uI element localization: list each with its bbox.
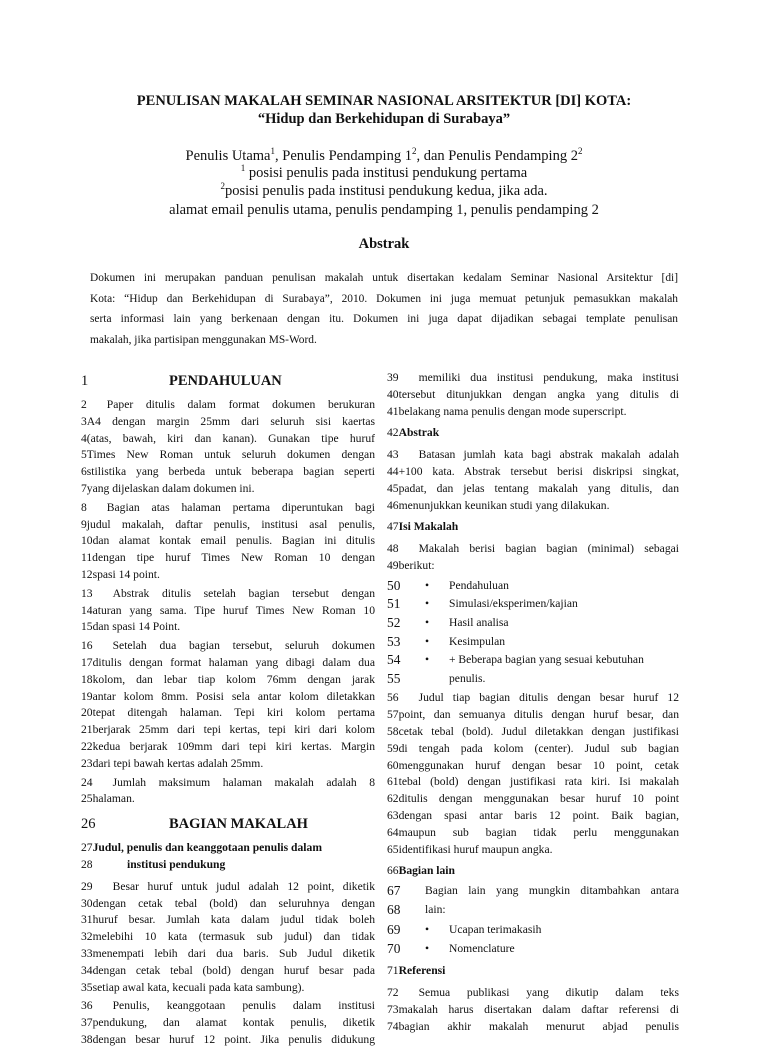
paragraph-line: [81, 567, 375, 584]
paragraph-line: [81, 1032, 375, 1049]
line-text: cetak tebal (bold). Judul diletakkan dengan justifikasi: [398, 724, 679, 738]
paragraph: [81, 879, 375, 997]
bullet-item: [387, 940, 679, 959]
bullet-text: Kesimpulan: [449, 634, 506, 648]
bullet-list: [387, 921, 679, 958]
line-number: 20: [81, 706, 93, 720]
paragraph-line: [81, 481, 375, 498]
line-text: memiliki dua institusi pendukung, maka institusi: [418, 371, 679, 384]
paragraph-line: [387, 370, 679, 387]
bullet-text: Hasil analisa: [449, 615, 509, 629]
line-text: Setelah dua bagian tersebut, seluruh dokumen: [112, 639, 375, 653]
line-number: 21: [81, 723, 93, 737]
paragraph-line: [387, 387, 679, 404]
line-text: tepat ditengah halaman. Tepi kiri kolom pertama: [92, 706, 375, 720]
paragraph: [81, 397, 375, 498]
line-number: 43: [387, 448, 399, 462]
line-number: 70: [387, 940, 401, 956]
line-number: 8: [81, 500, 87, 514]
line-text: Paper ditulis dalam format dokumen berukuran: [106, 398, 375, 411]
line-text: halaman.: [92, 792, 135, 806]
line-number: 16: [81, 639, 93, 653]
abstract-line: serta informasi lain yang berkenaan dengan itu. Dokumen ini juga dapat dijadikan sebagai template penulisan: [90, 313, 678, 326]
line-number: 30: [81, 896, 93, 910]
paragraph-line: [81, 619, 375, 636]
line-text: A4 dengan margin 25mm dari seluruh sisi kaertas: [86, 414, 375, 428]
line-text: dengan cetak tebal (bold) dengan huruf besar pada: [92, 963, 375, 977]
paragraph-line: [81, 912, 375, 929]
paragraph-line: [81, 464, 375, 481]
line-number: 13: [81, 586, 93, 600]
line-number: 52: [387, 614, 401, 630]
paragraph-line: [81, 672, 375, 689]
subheading-judul-cont: 28 institusi pendukung: [81, 857, 226, 871]
line-text: Judul tiap bagian ditulis dengan besar huruf 12: [418, 691, 679, 705]
line-number: 40: [387, 387, 399, 401]
paragraph: [387, 447, 679, 514]
line-number: 18: [81, 672, 93, 686]
paragraph-line: [387, 707, 679, 724]
line-number: 12: [81, 567, 93, 581]
line-text: Times New Roman untuk seluruh dokumen dengan: [86, 448, 375, 462]
line-number: 65: [387, 842, 399, 856]
line-number: 29: [81, 879, 93, 893]
bullet-text: Pendahuluan: [449, 578, 509, 592]
line-text: antar kolom 8mm. Posisi sela antar kolom diletakkan: [92, 689, 375, 703]
paragraph-line: [81, 980, 375, 997]
bullet-icon: •: [425, 634, 430, 648]
subheading-bagian-lain: 66 Bagian lain: [387, 864, 455, 878]
line-text: melebihi 10 kata (termasuk sub judul) dan tidak: [92, 930, 375, 944]
paragraph-line: 67 Bagian lain yang mungkin ditambahkan antara: [387, 883, 679, 899]
paragraph-line: [81, 722, 375, 739]
bullet-icon: •: [425, 578, 430, 592]
line-text: tebal (bold) dengan justifikasi rata kiri. Isi makalah: [398, 775, 679, 789]
bullet-item: [387, 633, 679, 652]
line-text: setiap awal kata, kecuali pada kata sambung).: [92, 980, 305, 994]
line-number: 58: [387, 724, 399, 738]
line-number: 15: [81, 620, 93, 634]
line-number: 14: [81, 603, 93, 617]
paragraph-line: [81, 998, 375, 1015]
subheading-isi-makalah: 47 Isi Makalah: [387, 520, 459, 534]
paragraph-line: [81, 946, 375, 963]
paragraph-line: [81, 896, 375, 913]
line-text: bagian akhir makalah menurut abjad penulis: [398, 1019, 679, 1033]
paragraph-line: [81, 586, 375, 603]
line-number: 62: [387, 792, 399, 806]
line-number: 61: [387, 775, 399, 789]
bullet-icon: •: [425, 653, 430, 667]
line-number: 25: [81, 792, 93, 806]
abstract-line: makalah, jika partisipan menggunakan MS-Word.: [90, 333, 317, 346]
line-text: Jumlah maksimum halaman makalah adalah 8: [112, 775, 375, 789]
paragraph-line: [81, 603, 375, 620]
abstract-line: Dokumen ini merupakan panduan penulisan makalah untuk disertakan kedalam Seminar Nasional Arsitektur [di]: [90, 272, 678, 284]
affiliation-1: $^1$ posisi penulis pada institusi pendukung pertama: [240, 163, 528, 181]
line-text: menempati lebih dari dua baris. Sub Judul diketik: [92, 946, 375, 960]
paragraph: [387, 541, 679, 575]
line-number: 69: [387, 922, 401, 938]
paragraph-line: [387, 558, 679, 575]
line-text: di tengah pada kolom (center). Judul sub bagian: [398, 741, 679, 755]
bullet-list: [387, 577, 679, 670]
paragraph-line: [81, 517, 375, 534]
paragraph-line: [81, 1015, 375, 1032]
line-number: 35: [81, 980, 93, 994]
affiliation-2: $^2$posisi penulis pada institusi pendukung kedua, jika ada.: [220, 181, 548, 199]
line-text: padat, dan jelas tentang makalah yang ditulis, dan: [398, 481, 679, 495]
paragraph-line: [81, 791, 375, 808]
line-text: Besar huruf untuk judul adalah 12 point, diketik: [112, 879, 375, 893]
paragraph-line: [81, 500, 375, 517]
line-text: stilistika yang berbeda untuk beberapa bagian seperti: [86, 465, 375, 479]
line-number: 37: [81, 1016, 93, 1030]
line-number: 4: [81, 431, 87, 445]
line-text: dan spasi 14 Point.: [92, 620, 181, 634]
line-number: 34: [81, 963, 93, 977]
paragraph-line: [387, 842, 679, 859]
paragraph-line: [387, 481, 679, 498]
subheading-judul: 27 Judul, penulis dan keanggotaan penulis dalam: [81, 841, 322, 855]
line-text: Abstrak ditulis setelah bagian tersebut dengan: [112, 586, 375, 600]
paragraph-line: [387, 808, 679, 825]
line-text: yang dijelaskan dalam dokumen ini.: [86, 481, 255, 495]
paragraph-line: [81, 431, 375, 448]
line-number: 9: [81, 517, 87, 531]
line-text: spasi 14 point.: [92, 567, 160, 581]
bullet-icon: •: [425, 615, 430, 629]
paragraph-line: [387, 447, 679, 464]
subheading-abstrak: 42 Abstrak: [387, 426, 440, 440]
line-number: 19: [81, 689, 93, 703]
paragraph: [81, 500, 375, 584]
paragraph-line: [387, 1019, 679, 1036]
paragraph: [387, 370, 679, 420]
line-text: +100 kata. Abstrak tersebut berisi diskripsi singkat,: [398, 464, 679, 478]
paragraph-line: [387, 791, 679, 808]
paragraph-line: [81, 705, 375, 722]
left-column: [81, 370, 375, 1049]
line-number: 41: [387, 404, 399, 418]
line-number: 72: [387, 986, 399, 1000]
line-number: 60: [387, 758, 399, 772]
line-text: belakang nama penulis dengan mode superscript.: [398, 404, 627, 418]
paper-title: PENULISAN MAKALAH SEMINAR NASIONAL ARSITEKTUR [DI] KOTA:: [136, 93, 632, 109]
line-text: pendukung, dan alamat kontak penulis, diketik: [92, 1016, 375, 1030]
line-number: 11: [81, 551, 93, 565]
paragraph-line: [387, 498, 679, 515]
author-line: Penulis Utama$^1$, Penulis Pendamping $1^2$, dan Penulis Pendamping $2^2$: [185, 146, 583, 164]
paragraph: [81, 586, 375, 636]
paragraph-line: [81, 775, 375, 792]
paper-subtitle: “Hidup dan Berkehidupan di Surabaya”: [257, 111, 511, 127]
line-number: 2: [81, 398, 87, 411]
line-number: 44: [387, 464, 399, 478]
line-number: 63: [387, 808, 399, 822]
paragraph-line: [81, 533, 375, 550]
line-text: huruf besar. Jumlah kata dalam judul tidak boleh: [92, 913, 375, 927]
bullet-item: [387, 921, 679, 940]
abstract-heading: Abstrak: [358, 236, 410, 252]
paragraph-line: [81, 689, 375, 706]
paragraph-line: [81, 397, 375, 414]
line-text: maupun sub bagian tidak perlu menggunakan: [398, 825, 679, 839]
paragraph-line: [81, 414, 375, 431]
line-text: judul makalah, daftar penulis, institusi asal penulis,: [86, 517, 375, 531]
line-number: 53: [387, 633, 401, 649]
line-text: dengan tipe huruf Times New Roman 10 dengan: [92, 551, 375, 565]
line-number: 46: [387, 498, 399, 512]
paragraph-line: [81, 963, 375, 980]
paragraph-line: [81, 879, 375, 896]
line-text: berjarak 25mm dari tepi kertas, tepi kiri dari kolom: [92, 723, 375, 737]
line-number: 74: [387, 1019, 399, 1033]
paragraph-line: [387, 724, 679, 741]
line-text: makalah harus disertakan dalam daftar referensi di: [398, 1003, 679, 1017]
line-number: 36: [81, 999, 93, 1013]
paragraph: [81, 998, 375, 1048]
paragraph-line: [387, 825, 679, 842]
line-number: 64: [387, 825, 399, 839]
bullet-text: Ucapan terimakasih: [449, 923, 542, 937]
line-number: 45: [387, 481, 399, 495]
line-text: dengan besar huruf 12 point. Jika penulis didukung: [92, 1032, 375, 1046]
paragraph-line: [81, 655, 375, 672]
paragraph: [81, 775, 375, 809]
paragraph-line: [387, 404, 679, 421]
paragraph: [387, 985, 679, 1035]
line-number: 32: [81, 930, 93, 944]
paragraph-line: [387, 1002, 679, 1019]
paragraph-line: [81, 550, 375, 567]
line-number: 23: [81, 756, 93, 770]
section-heading-pendahuluan: 1 PENDAHULUAN: [81, 373, 282, 389]
line-text: Makalah berisi bagian bagian (minimal) sebagai: [418, 542, 679, 556]
line-text: ditulis dengan menggunakan besar huruf 10 point: [398, 792, 679, 806]
bullet-text: + Beberapa bagian yang sesuai kebutuhan: [449, 653, 644, 667]
right-column: [387, 370, 679, 1036]
paragraph: [387, 690, 679, 858]
line-text: ditulis dengan format halaman yang dibagi dalam dua: [92, 655, 375, 669]
bullet-item: [387, 651, 679, 670]
line-number: 22: [81, 739, 93, 753]
line-number: 7: [81, 481, 87, 495]
paragraph-line: [387, 774, 679, 791]
line-number: 51: [387, 596, 401, 612]
line-text: dengan cetak tebal (bold) dan seluruhnya dengan: [92, 896, 375, 910]
line-text: Batasan jumlah kata bagi abstrak makalah adalah: [418, 448, 679, 462]
paragraph-line: [387, 541, 679, 558]
line-text: point, dan semuanya ditulis dengan huruf besar, dan: [398, 708, 679, 722]
line-text: menggunakan huruf dengan besar 10 point, cetak: [398, 758, 679, 772]
line-number: 38: [81, 1032, 93, 1046]
line-text: tersebut ditunjukkan dengan angka yang ditulis di: [398, 387, 679, 401]
paragraph-line: [387, 985, 679, 1002]
line-number: 54: [387, 652, 401, 668]
email-line: alamat email penulis utama, penulis pendamping 1, penulis pendamping 2: [169, 202, 599, 218]
line-number: 39: [387, 371, 399, 384]
line-number: 24: [81, 775, 93, 789]
line-number: 6: [81, 465, 87, 479]
line-text: kolom, dan lebar tiap kolom 76mm dengan jarak: [92, 672, 375, 686]
paragraph-line: [81, 447, 375, 464]
section-heading-bagian-makalah: 26 BAGIAN MAKALAH: [81, 816, 308, 833]
bullet-item: [387, 595, 679, 614]
line-text: berikut:: [398, 558, 435, 572]
paragraph-line: [81, 929, 375, 946]
bullet-icon: •: [425, 923, 430, 937]
line-number: 31: [81, 913, 93, 927]
paragraph-line: 68 lain:: [387, 901, 446, 917]
line-text: Bagian atas halaman pertama diperuntukan bagi: [106, 500, 375, 514]
line-number: 73: [387, 1003, 399, 1017]
line-text: dari tepi bawah kertas adalah 25mm.: [92, 756, 264, 770]
line-text: Penulis, keanggotaan penulis dalam institusi: [112, 999, 375, 1013]
line-number: 5: [81, 448, 87, 462]
bullet-item: [387, 614, 679, 633]
paragraph-line: [81, 756, 375, 773]
bullet-text: Nomenclature: [449, 941, 515, 955]
line-text: dengan spasi antar baris 12 point. Baik bagian,: [398, 808, 679, 822]
line-number: 10: [81, 534, 93, 548]
bullet-item: [387, 577, 679, 596]
line-text: dan alamat kontak email penulis. Bagian ini ditulis: [92, 534, 375, 548]
subheading-referensi: 71 Referensi: [387, 964, 446, 978]
abstract-text: [90, 268, 678, 350]
line-number: 3: [81, 414, 87, 428]
paragraph-line: [81, 638, 375, 655]
line-number: 57: [387, 708, 399, 722]
line-number: 49: [387, 558, 399, 572]
abstract-line: Kota: “Hidup dan Berkehidupan di Surabaya”, 2010. Dokumen ini juga memuat petunjuk pemasukkan makalah: [90, 292, 678, 305]
paragraph-line: [387, 464, 679, 481]
line-number: 48: [387, 542, 399, 556]
bullet-icon: •: [425, 941, 430, 955]
paragraph-line: [387, 690, 679, 707]
line-number: 33: [81, 946, 93, 960]
line-number: 56: [387, 691, 399, 705]
paragraph-line: [387, 758, 679, 775]
bullet-icon: •: [425, 597, 430, 611]
bullet-text: Simulasi/eksperimen/kajian: [449, 597, 578, 611]
line-text: identifikasi huruf maupun angka.: [398, 842, 553, 856]
line-text: (atas, bawah, kiri dan kanan). Gunakan tipe huruf: [86, 431, 375, 445]
line-text: aturan yang sama. Tipe huruf Times New Roman 10: [92, 603, 375, 617]
line-number: 50: [387, 577, 401, 593]
line-text: Semua publikasi yang dikutip dalam teks: [418, 986, 679, 1000]
line-text: kedua berjarak 109mm dari tepi kiri kertas. Margin: [92, 739, 375, 753]
paragraph-line: [387, 741, 679, 758]
bullet-continuation: 55 penulis.: [387, 670, 486, 686]
paragraph-line: [81, 739, 375, 756]
paragraph: [81, 638, 375, 772]
line-text: menunjukkan keunikan studi yang dilakukan.: [398, 498, 610, 512]
line-number: 17: [81, 655, 93, 669]
line-number: 59: [387, 741, 399, 755]
